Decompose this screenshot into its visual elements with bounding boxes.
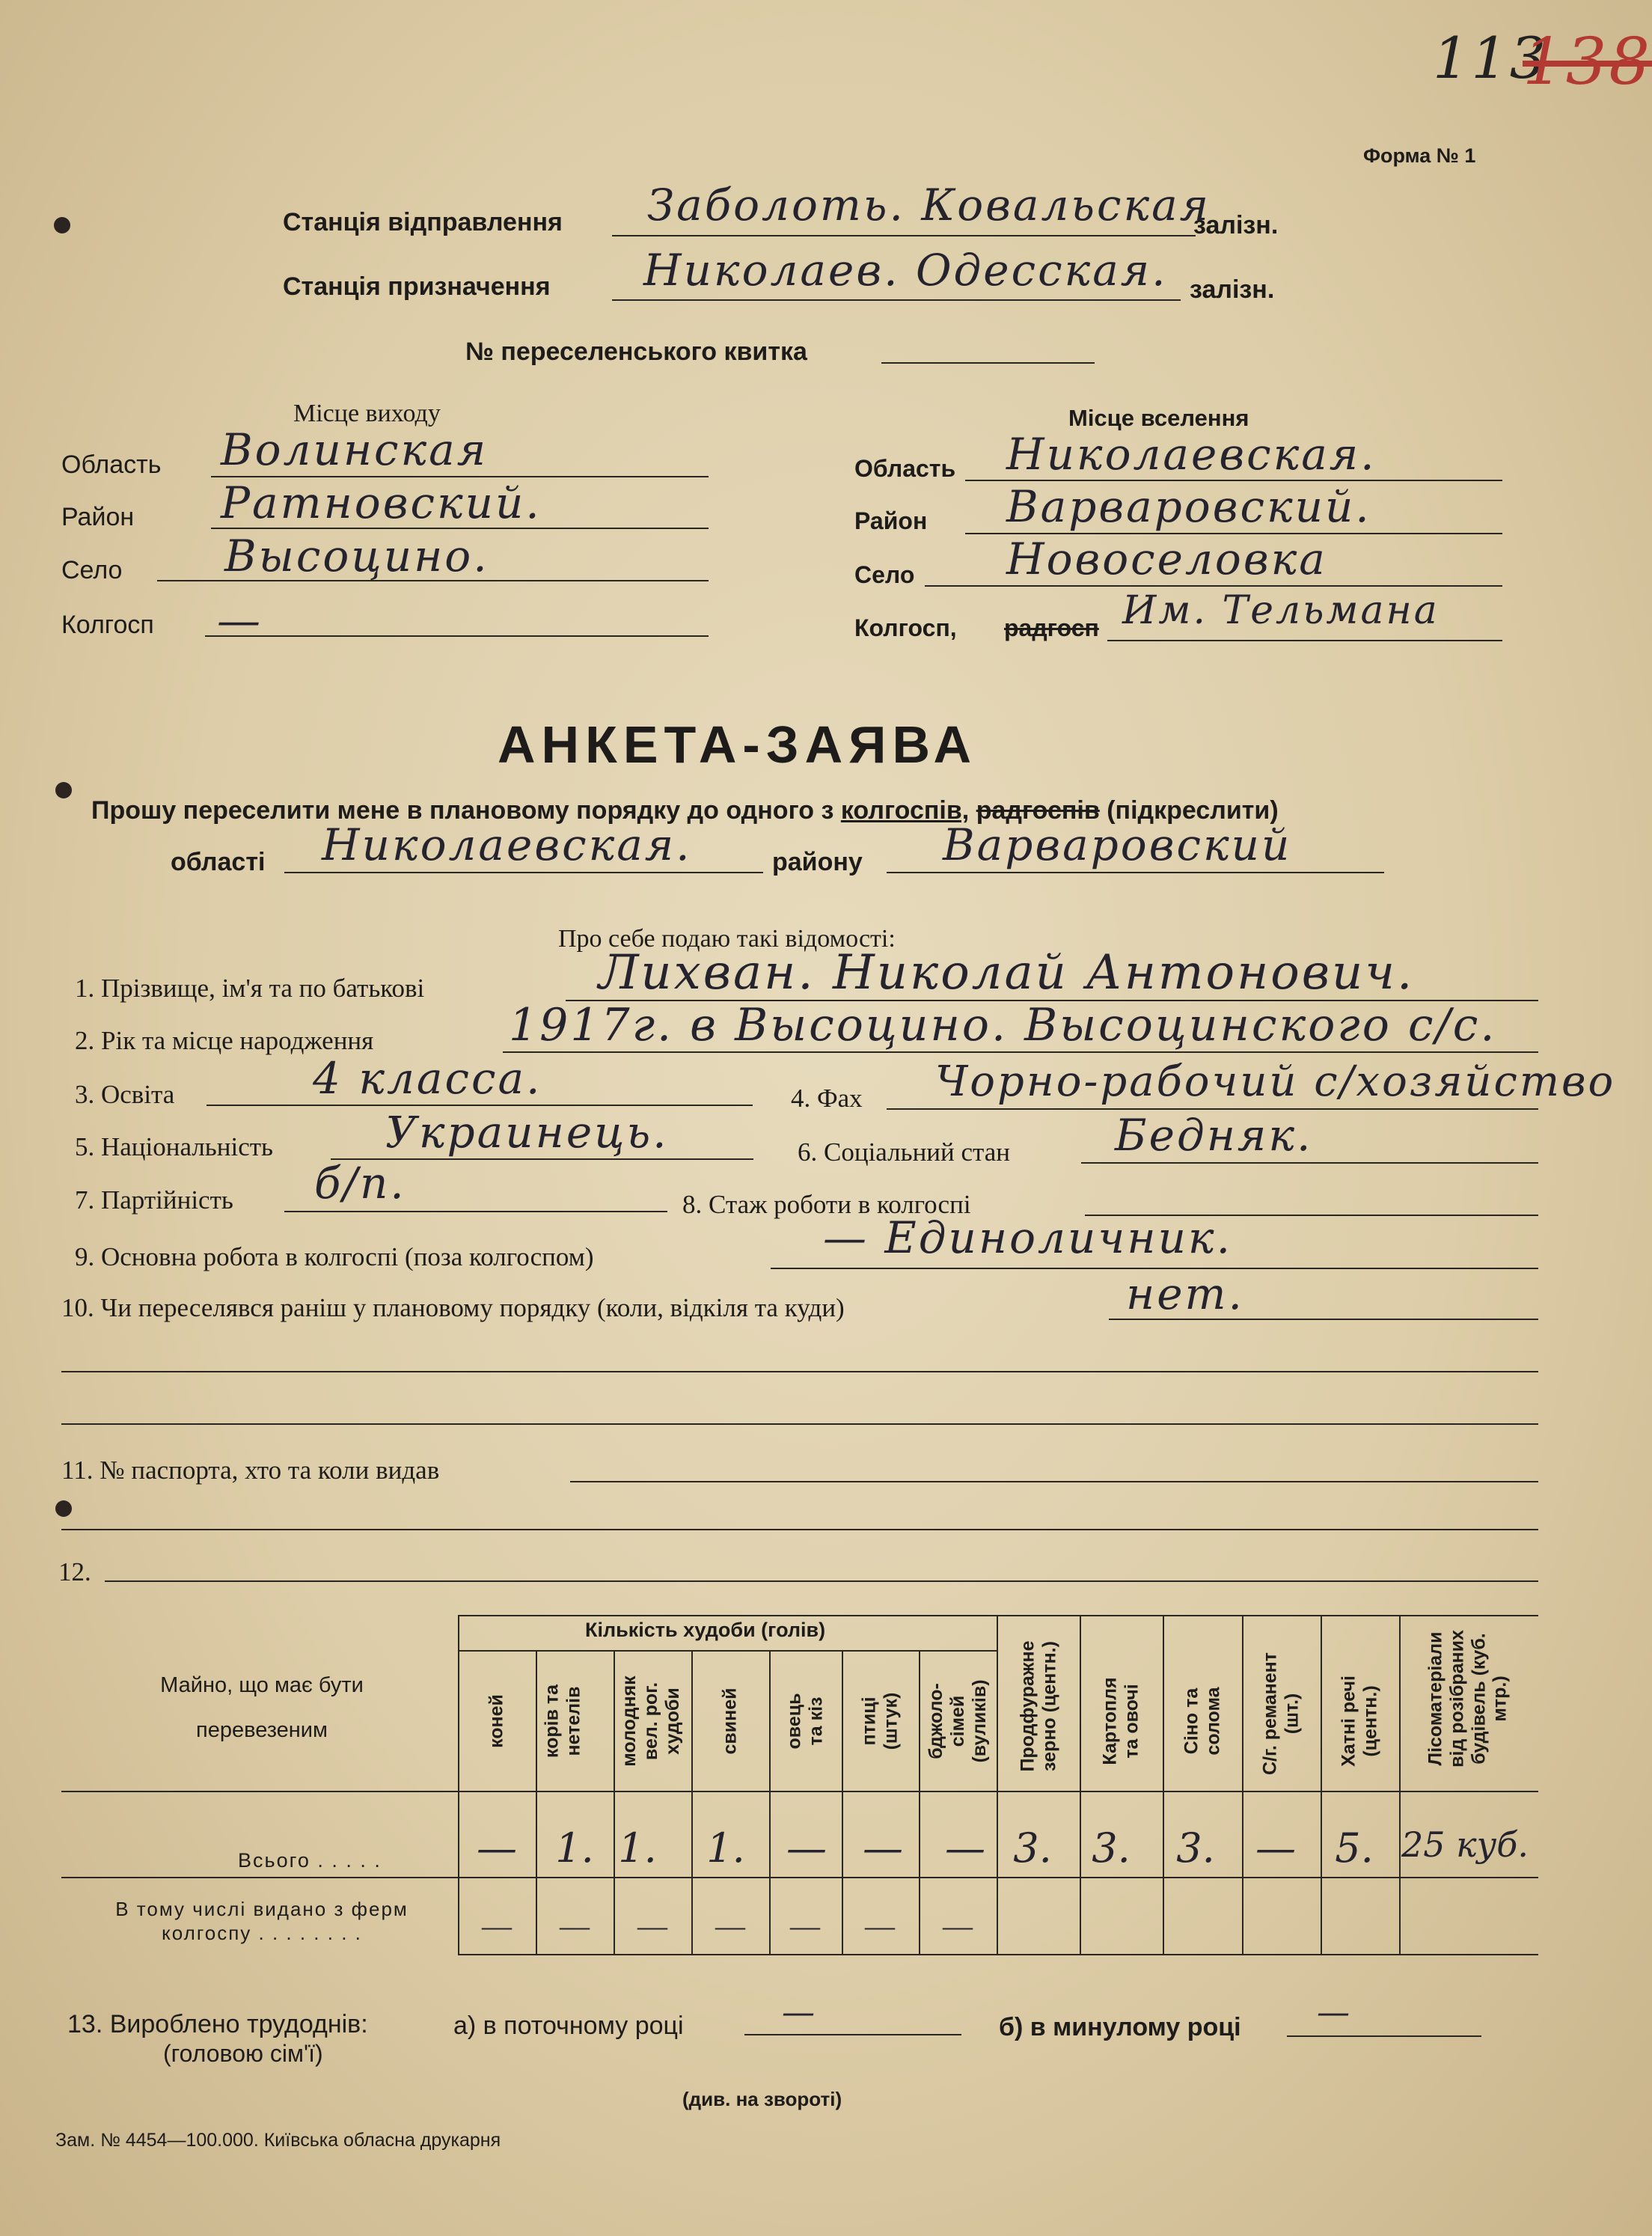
farms-cell: — bbox=[790, 1909, 820, 1943]
field-12-label: 12. bbox=[58, 1557, 91, 1586]
form-number: Форма № 1 bbox=[1363, 144, 1476, 167]
field-4-value: Чорно-рабочий с/хозяйство bbox=[935, 1057, 1616, 1106]
binder-hole-middle bbox=[55, 782, 72, 798]
table-total-label: Всього . . . . . bbox=[238, 1849, 382, 1872]
departure-station-label: Станція відправлення bbox=[283, 208, 563, 236]
field-3-label: 3. Освіта bbox=[75, 1080, 175, 1109]
field-2-label: 2. Рік та місце народження bbox=[75, 1026, 374, 1055]
field-2-line bbox=[503, 1051, 1538, 1053]
destination-station-line bbox=[612, 299, 1181, 301]
destination-station-label: Станція призначення bbox=[283, 272, 551, 301]
departure-rail-suffix: залізн. bbox=[1193, 211, 1279, 239]
field-7-line bbox=[284, 1211, 667, 1212]
request-oblast-line bbox=[284, 872, 763, 873]
field-2-value: 1917г. в Высоцино. Высоцинского с/с. bbox=[509, 999, 1497, 1051]
table-col-line bbox=[458, 1615, 459, 1954]
table-col-line bbox=[536, 1650, 537, 1954]
field-6-line bbox=[1081, 1162, 1538, 1164]
binder-hole-top bbox=[54, 217, 70, 233]
destination-rail-suffix: залізн. bbox=[1190, 275, 1275, 304]
table-col-line bbox=[1321, 1615, 1322, 1954]
request-kolhospiv: колгоспів, bbox=[840, 796, 970, 825]
form-title: АНКЕТА-ЗАЯВА bbox=[498, 715, 978, 774]
table-col-line bbox=[1080, 1615, 1081, 1954]
field-3-line bbox=[206, 1105, 753, 1106]
table-col-line bbox=[1163, 1615, 1164, 1954]
destination-oblast-label: Область bbox=[854, 455, 956, 482]
archive-number-crossed: 138 bbox=[1523, 25, 1652, 100]
farms-cell: — bbox=[715, 1909, 745, 1943]
printer-imprint: Зам. № 4454—100.000. Київська обласна друкарня bbox=[55, 2130, 501, 2151]
request-text: Прошу переселити мене в плановому порядку до одного з bbox=[91, 796, 834, 825]
origin-oblast-label: Область bbox=[61, 450, 162, 479]
table-col-line bbox=[1242, 1615, 1243, 1954]
request-raion-value: Варваровский bbox=[943, 819, 1292, 870]
field-1-value: Лихван. Николай Антонович. bbox=[599, 945, 1415, 1001]
table-total-row-bottom bbox=[61, 1877, 1538, 1878]
destination-kolhosp-value: Им. Тельмана bbox=[1122, 588, 1440, 633]
field-11-label: 11. № паспорта, хто та коли видав bbox=[61, 1455, 440, 1485]
origin-kolhosp-value: — bbox=[217, 595, 263, 646]
document-page: 113 138 Форма № 1 Станція відправлення Заболоть. Ковальская залізн. Станція призначення Николаев. Одесская. залізн. № переселенського квитка Місце виходу Область Волинская Район Ратновский. Село Высоцино. Колгосп — Місце вселення Область Николаевская. Район Варваровский. Село Новоселовка Колгосп, радгосп Им. Тельмана АНКЕТА-ЗАЯВА Прошу переселити мене в плановому порядку до одного з колгоспів, радгоспів (підкреслити) області Николаевская. району Варваровский Про себе подаю такі відомості: 1. Прізвище, ім'я та по батькові Лихван. Николай Антонович. 2. Рік та місце народження 1917г. в Высоцино. Высоцинского с/с. 3. Освіта 4 класса. 4. Фах Чорно-рабочий с/хозяйство 5. Національність Украинець. 6. Соціальний стан Бедняк. 7. Партійність б/п. 8. Стаж роботи в колгоспі 9. Основна робота в колгоспі (поза колгоспом) — Единоличник. 10. Чи переселявся раніш у плановому порядку (коли, відкіля та куди) нет. 11. № паспорта, хто та коли видав 12. Майно, що має бути перевезеним Кількість худоби (голів) коней корів та нетелів молодняк вел. рог. худоби свиней овець та кіз птиці (штук) бджоло-сімей (вуликів) Продфуражне зерно (центн.) Картопля та овочі Сіно та солома С/г. реманент (шт.) Хатні речі (центн.) Лісоматеріали від розібраних будівель (куб. мтр.) Всього . . . . . — 1. 1. 1. — — — 3. 3. 3. — 5. 25 куб. В тому числі видано з ферм колгоспу . . . . . . . . — — — — — — — 13. Вироблено трудоднів: (головою сім'ї) а) в поточному році — б) в минулому році — (див. на звороті) Зам. № 4454—100.000. Київська обласна друкарня bbox=[0, 0, 1652, 2236]
table-livestock-divider bbox=[458, 1650, 997, 1652]
field-6-label: 6. Соціальний стан bbox=[798, 1137, 1011, 1167]
total-cell: — bbox=[945, 1824, 985, 1872]
total-cell: 3. bbox=[1176, 1824, 1215, 1872]
request-oblast-label: області bbox=[171, 848, 266, 876]
table-col-line bbox=[919, 1650, 920, 1954]
table-col-line bbox=[769, 1650, 771, 1954]
table-col-line bbox=[1399, 1615, 1401, 1954]
request-raion-line bbox=[887, 872, 1384, 873]
table-livestock-header: Кількість худоби (голів) bbox=[585, 1619, 826, 1641]
field-6-value: Бедняк. bbox=[1115, 1110, 1313, 1161]
total-cell: 3. bbox=[1013, 1824, 1052, 1872]
origin-selo-value: Высоцино. bbox=[224, 531, 489, 581]
origin-raion-value: Ратновский. bbox=[221, 477, 542, 528]
total-cell: 25 куб. bbox=[1401, 1824, 1529, 1865]
request-underline-note: (підкреслити) bbox=[1107, 796, 1279, 825]
workdays-label: 13. Вироблено трудоднів: bbox=[67, 2010, 368, 2038]
table-property-header: Майно, що має бути перевезеним bbox=[160, 1673, 364, 1742]
origin-oblast-value: Волинская bbox=[221, 424, 489, 475]
workdays-previous-line bbox=[1287, 2035, 1481, 2037]
destination-selo-label: Село bbox=[854, 561, 915, 588]
farms-cell: — bbox=[943, 1909, 973, 1943]
field-12-line bbox=[105, 1580, 1538, 1582]
workdays-previous-label: б) в минулому році bbox=[999, 2013, 1241, 2041]
destination-raion-label: Район bbox=[854, 507, 928, 534]
destination-kolhosp-line bbox=[1107, 640, 1502, 641]
farms-cell: — bbox=[482, 1909, 512, 1943]
origin-heading: Місце виходу bbox=[293, 400, 441, 427]
field-3-value: 4 класса. bbox=[313, 1053, 542, 1104]
farms-cell: — bbox=[865, 1909, 895, 1943]
field-7-label: 7. Партійність bbox=[75, 1185, 233, 1215]
departure-station-value: Заболоть. Ковальская bbox=[647, 180, 1211, 230]
field-9-label: 9. Основна робота в колгоспі (поза колгоспом) bbox=[75, 1242, 594, 1271]
field-10-extra-line-1 bbox=[61, 1371, 1538, 1372]
table-farms-row-bottom bbox=[458, 1954, 1538, 1955]
total-cell: 3. bbox=[1092, 1824, 1131, 1872]
total-cell: 5. bbox=[1335, 1824, 1374, 1872]
origin-kolhosp-line bbox=[205, 635, 709, 637]
total-cell: — bbox=[863, 1824, 903, 1872]
destination-radhosp-label: радгосп bbox=[1004, 614, 1099, 641]
request-raion-label: району bbox=[772, 848, 863, 876]
destination-station-value: Николаев. Одесская. bbox=[643, 245, 1168, 296]
total-cell: 1. bbox=[555, 1824, 594, 1872]
archive-number-current: 113 bbox=[1433, 25, 1549, 91]
workdays-current-line bbox=[744, 2034, 961, 2035]
table-col-line bbox=[614, 1650, 615, 1954]
workdays-current-label: а) в поточному році bbox=[453, 2012, 684, 2040]
request-radhospiv: радгоспів bbox=[976, 796, 1100, 825]
destination-oblast-value: Николаевская. bbox=[1006, 429, 1377, 480]
request-oblast-value: Николаевская. bbox=[322, 819, 692, 870]
total-cell: 1. bbox=[706, 1824, 745, 1872]
origin-selo-label: Село bbox=[61, 556, 123, 584]
workdays-current-value: — bbox=[782, 1994, 817, 2032]
destination-raion-value: Варваровский. bbox=[1006, 481, 1371, 532]
workdays-previous-value: — bbox=[1317, 1994, 1352, 2032]
destination-selo-value: Новоселовка bbox=[1006, 534, 1327, 584]
field-5-label: 5. Національність bbox=[75, 1132, 274, 1161]
field-5-value: Украинець. bbox=[385, 1107, 669, 1158]
total-cell: — bbox=[1255, 1824, 1296, 1872]
table-header-bottom bbox=[61, 1791, 1538, 1792]
field-9-value: — Единоличник. bbox=[823, 1212, 1233, 1263]
workdays-sub-label: (головою сім'ї) bbox=[163, 2040, 323, 2067]
destination-kolhosp-label: Колгосп, bbox=[854, 614, 957, 641]
total-cell: — bbox=[786, 1824, 827, 1872]
field-11-extra-line bbox=[61, 1529, 1538, 1530]
table-top-border bbox=[458, 1615, 1538, 1616]
origin-kolhosp-label: Колгосп bbox=[61, 611, 154, 639]
field-8-label: 8. Стаж роботи в колгоспі bbox=[682, 1190, 971, 1219]
table-farms-label: В тому числі видано з ферм колгоспу . . . . . . . . bbox=[115, 1898, 409, 1944]
origin-raion-label: Район bbox=[61, 503, 135, 531]
table-col-line bbox=[997, 1615, 998, 1954]
table-col-line bbox=[842, 1650, 843, 1954]
info-heading: Про себе подаю такі відомості: bbox=[558, 925, 896, 953]
field-11-line bbox=[570, 1481, 1538, 1482]
field-1-label: 1. Прізвище, ім'я та по батькові bbox=[75, 974, 425, 1003]
field-7-value: б/п. bbox=[314, 1158, 406, 1209]
see-reverse-note: (див. на звороті) bbox=[682, 2088, 842, 2110]
field-10-extra-line-2 bbox=[61, 1423, 1538, 1425]
ticket-number-label: № переселенського квитка bbox=[465, 337, 807, 366]
farms-cell: — bbox=[637, 1909, 667, 1943]
departure-station-line bbox=[612, 235, 1196, 236]
destination-selo-line bbox=[925, 585, 1502, 587]
total-cell: 1. bbox=[618, 1824, 657, 1872]
field-10-label: 10. Чи переселявся раніш у плановому порядку (коли, відкіля та куди) bbox=[61, 1293, 845, 1322]
total-cell: — bbox=[477, 1824, 517, 1872]
destination-heading: Місце вселення bbox=[1068, 405, 1249, 431]
ticket-number-line bbox=[881, 362, 1095, 364]
field-10-value: нет. bbox=[1126, 1268, 1244, 1319]
table-col-line bbox=[691, 1650, 693, 1954]
binder-hole-lower bbox=[55, 1500, 72, 1517]
farms-cell: — bbox=[560, 1909, 590, 1943]
field-4-label: 4. Фах bbox=[791, 1084, 863, 1113]
